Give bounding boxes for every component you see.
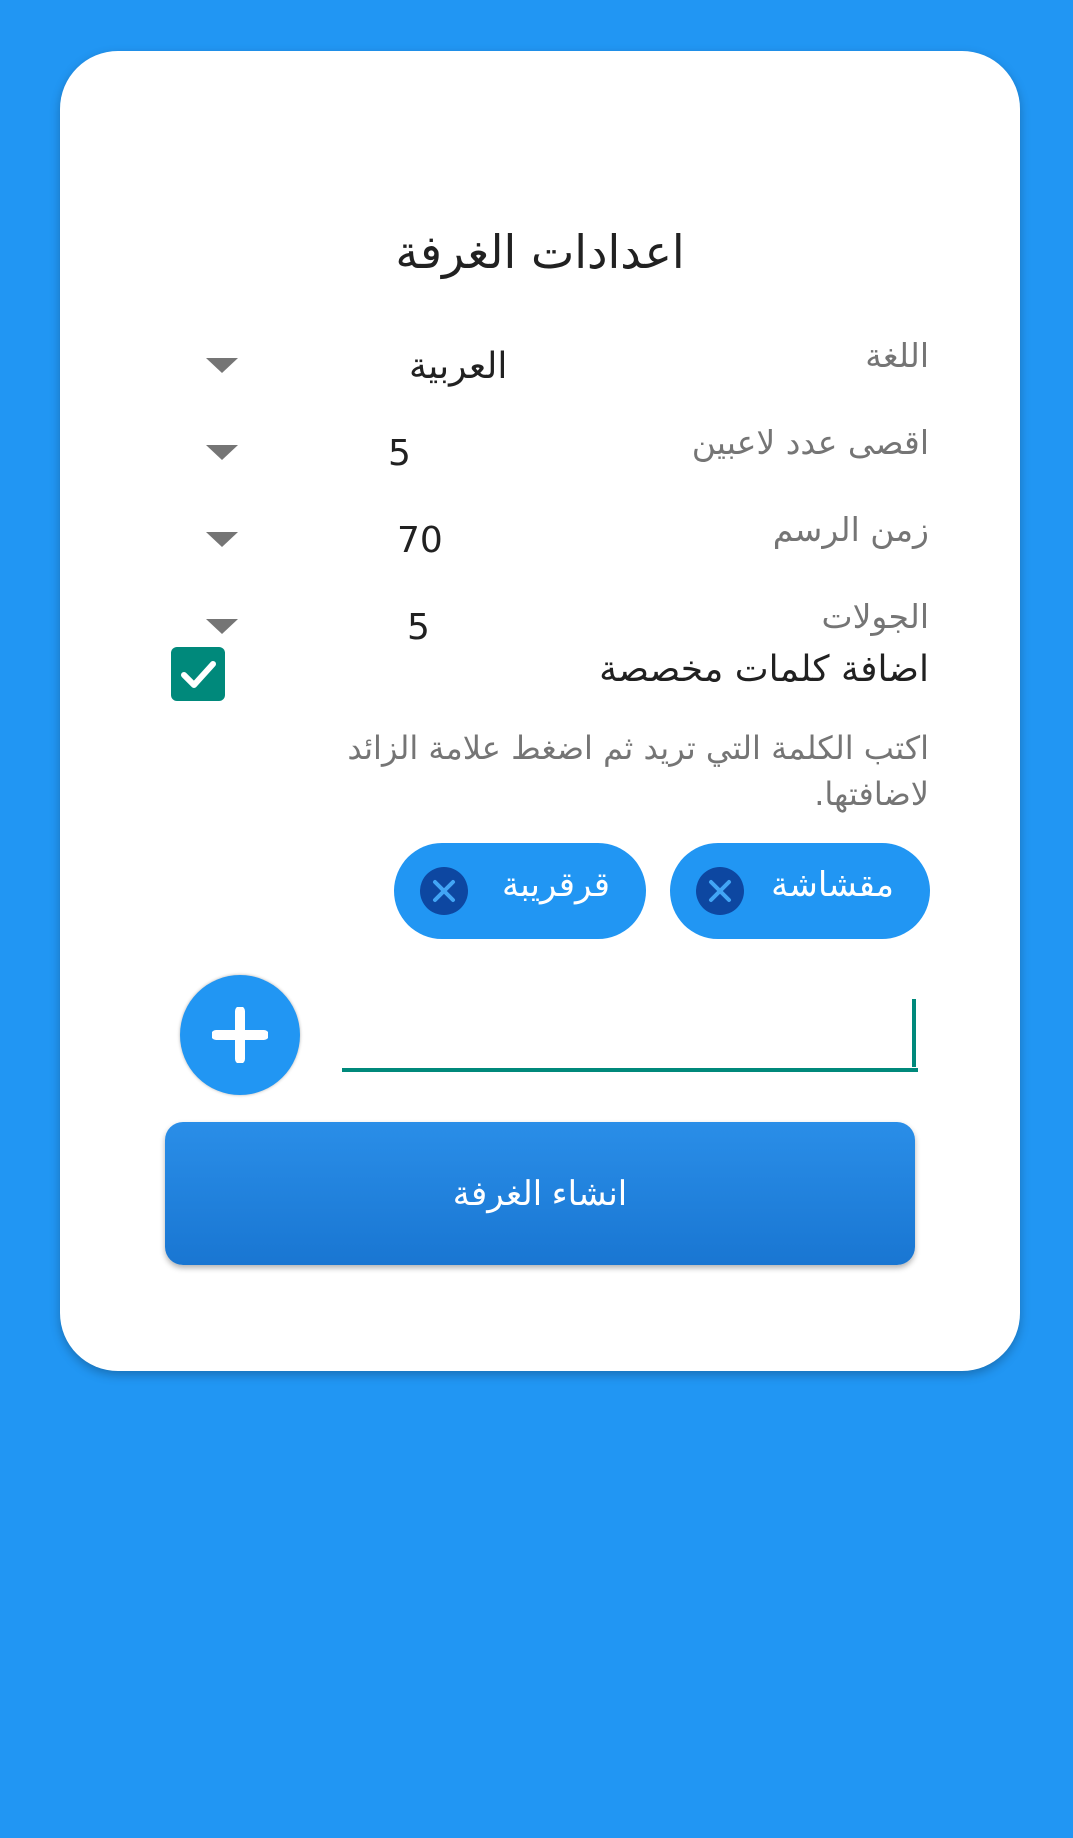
arrow-drop-down-icon[interactable] [206,445,238,460]
max-players-label: اقصى عدد لاعبين [691,423,929,462]
max-players-row [60,423,1020,493]
text-caret [912,999,916,1067]
close-circle-icon[interactable] [696,867,744,915]
custom-words-hint: اكتب الكلمة التي تريد ثم اضغط علامة الزائد لاضافتها. [347,729,929,813]
rounds-label: الجولات [821,597,929,636]
language-row [60,336,1020,406]
arrow-drop-down-icon[interactable] [206,358,238,373]
max-players-value[interactable]: 5 [388,433,411,474]
draw-time-label: زمن الرسم [772,510,929,549]
word-chip [670,843,930,939]
language-label: اللغة [865,336,929,375]
draw-time-row [60,510,1020,580]
custom-words-checkbox[interactable] [171,647,225,701]
custom-words-label: اضافة كلمات مخصصة [599,649,929,690]
page-title: اعدادات الغرفة [395,225,685,279]
create-room-button[interactable] [165,1122,915,1265]
rounds-value[interactable]: 5 [407,607,430,648]
custom-word-input[interactable] [342,996,918,1072]
language-value[interactable]: العربية [409,346,508,387]
create-room-label: انشاء الغرفة [452,1174,628,1213]
plus-icon [212,1007,268,1063]
draw-time-value[interactable]: 70 [397,520,443,561]
chip-label: مقشاشة [771,865,894,905]
arrow-drop-down-icon[interactable] [206,532,238,547]
check-icon [177,653,219,695]
word-chip [394,843,646,939]
add-word-button[interactable] [180,975,300,1095]
chip-label: قرقريبة [502,865,610,905]
room-settings-card [60,51,1020,1371]
arrow-drop-down-icon[interactable] [206,619,238,634]
close-circle-icon[interactable] [420,867,468,915]
